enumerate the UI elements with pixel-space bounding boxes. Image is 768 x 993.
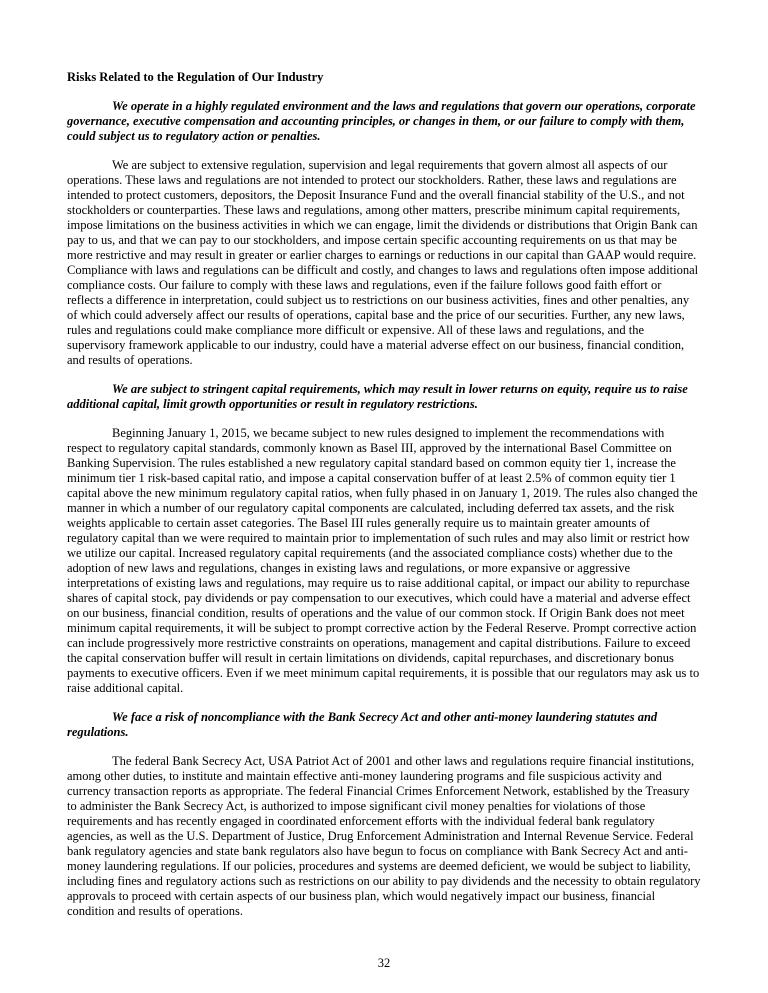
section-heading: Risks Related to the Regulation of Our Industry — [67, 70, 324, 84]
body-paragraph-basel-iii: Beginning January 1, 2015, we became subject to new rules designed to implement the recommendations with respect to regulatory capital standards, commonly known as Basel III, approved by the international Basel Committee on Banking Supervision. The rules established a new regulatory capital standard based on common equity tier 1, increase the minimum tier 1 risk-based capital ratio, and impose a capital conservation buffer of at least 2.5% of common equity tier 1 capital above the new minimum regulatory capital ratios, when fully phased in on January 1, 2019. The rules also changed the manner in which a number of our regulatory capital components are calculated, including deferred tax assets, and the risk weights applicable to certain asset categories. The Basel III rules generally require us to maintain greater amounts of regulatory capital than we were required to maintain prior to implementation of such rules and may also limit or restrict how we utilize our capital. Increased regulatory capital requirements (and the associated compliance costs) whether due to the adoption of new laws and regulations, changes in existing laws and regulations, or more expansive or aggressive interpretations of existing laws and regulations, may require us to raise additional capital, or impact our ability to repurchase shares of capital stock, pay dividends or pay compensation to our executives, which could have a material and adverse effect on our business, financial condition, results of operations and the value of our common stock. If Origin Bank does not meet minimum capital requirements, it will be subject to prompt corrective action by the Federal Reserve. Prompt corrective action can include progressively more restrictive constraints on operations, management and capital distributions. Failure to exceed the capital conservation buffer will result in certain limitations on dividends, capital repurchases, and discretionary bonus payments to executive officers. Even if we meet minimum capital requirements, it is possible that our regulators may ask us to raise additional capital. — [67, 426, 700, 695]
risk-statement-regulated-environment: We operate in a highly regulated environment and the laws and regulations that govern our operations, corporate governance, executive compensation and accounting principles, or changes in them, or our failure to comply with them, could subject us to regulatory action or penalties. — [67, 99, 696, 143]
risk-statement-capital-requirements: We are subject to stringent capital requirements, which may result in lower returns on equity, require us to raise additional capital, limit growth opportunities or result in regulatory restrictions. — [67, 382, 688, 411]
body-paragraph-bank-secrecy-act: The federal Bank Secrecy Act, USA Patriot Act of 2001 and other laws and regulations require financial institutions, among other duties, to institute and maintain effective anti-money laundering programs and file suspicious activity and currency transaction reports as appropriate. The federal Financial Crimes Enforcement Network, established by the Treasury to administer the Bank Secrecy Act, is authorized to impose significant civil money penalties for violations of those requirements and has recently engaged in coordinated enforcement efforts with the individual federal bank regulatory agencies, as well as the U.S. Department of Justice, Drug Enforcement Administration and Internal Revenue Service. Federal bank regulatory agencies and state bank regulators also have begun to focus on compliance with Bank Secrecy Act and anti-money laundering regulations. If our policies, procedures and systems are deemed deficient, we would be subject to liability, including fines and regulatory actions such as restrictions on our ability to pay dividends and the necessity to obtain regulatory approvals to proceed with certain aspects of our business plan, which would negatively impact our business, financial condition and results of operations. — [67, 754, 701, 918]
page-number: 32 — [377, 956, 391, 970]
body-paragraph-extensive-regulation: We are subject to extensive regulation, supervision and legal requirements that govern almost all aspects of our operations. These laws and regulations are not intended to protect our stockholders. Rather, these laws and regulations are intended to protect customers, depositors, the Deposit Insurance Fund and the overall financial stability of the U.S., and not stockholders or counterparties. These laws and regulations, among other matters, prescribe minimum capital requirements, impose limitations on the business activities in which we can engage, limit the dividends or distributions that Origin Bank can pay to us, and that we can pay to our stockholders, and impose certain specific accounting requirements on us that may be more restrictive and may result in greater or earlier charges to earnings or reductions in our capital than GAAP would require. Compliance with laws and regulations can be difficult and costly, and changes to laws and regulations often impose additional compliance costs. Our failure to comply with these laws and regulations, even if the failure follows good faith effort or reflects a difference in interpretation, could subject us to restrictions on our business activities, fines and other penalties, any of which could adversely affect our results of operations, capital base and the price of our securities. Further, any new laws, rules and regulations could make compliance more difficult or expensive. All of these laws and regulations, and the supervisory framework applicable to our industry, could have a material adverse effect on our business, financial condition, and results of operations. — [67, 158, 699, 367]
risk-statement-bank-secrecy-act: We face a risk of noncompliance with the Bank Secrecy Act and other anti-money laundering statutes and regulations. — [67, 710, 658, 739]
